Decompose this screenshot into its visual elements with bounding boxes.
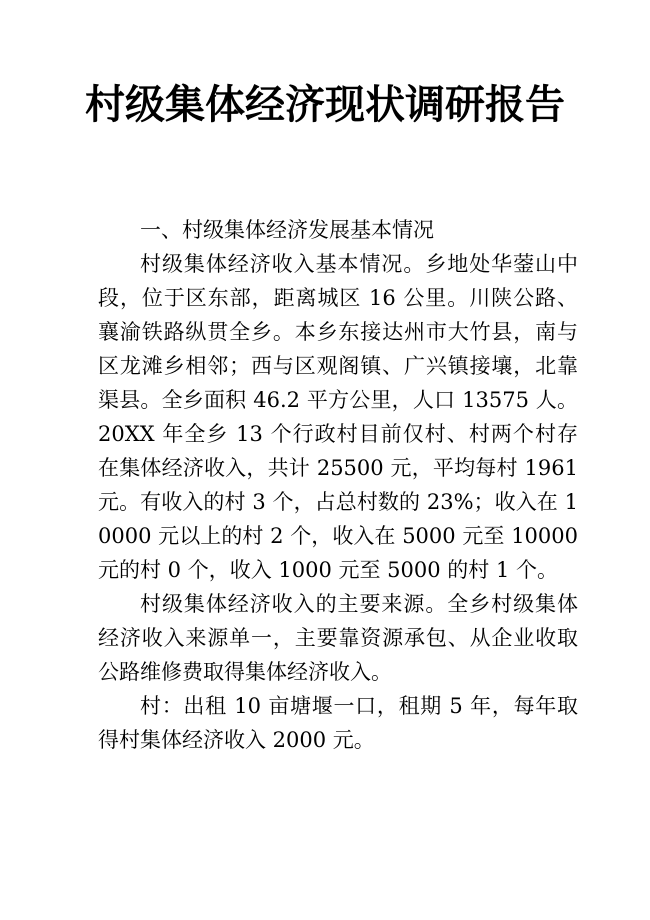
section-heading: 一、村级集体经济发展基本情况 <box>140 218 434 242</box>
document-body <box>98 213 578 757</box>
document-title: 村级集体经济现状调研报告 <box>85 82 565 128</box>
body-paragraph: 村：出租 10 亩塘堰一口，租期 5 年，每年取得村集体经济收入 2000 元。 <box>98 694 578 752</box>
body-paragraph: 村级集体经济收入的主要来源。全乡村级集体经济收入来源单一，主要靠资源承包、从企业收取公路维修费取得集体经济收入。 <box>98 592 578 684</box>
body-paragraph: 村级集体经济收入基本情况。乡地处华蓥山中段，位于区东部，距离城区 16 公里。川陕公路、襄渝铁路纵贯全乡。本乡东接达州市大竹县，南与区龙滩乡相邻；西与区观阁镇、广兴镇接壤，北靠渠县。全乡面积 46.2 平方公里，人口 13575 人。20XX 年全乡 13 个行政村目前仅村、村两个村存在集体经济收入，共计 25500 元，平均每村 1961 元。有收入的村 3 个，占总村数的 23%；收入在 10000 元以上的村 2 个，收入在 5000 元至 10000 元的村 0 个，收入 1000 元至 5000 的村 1 个。 <box>98 252 578 582</box>
